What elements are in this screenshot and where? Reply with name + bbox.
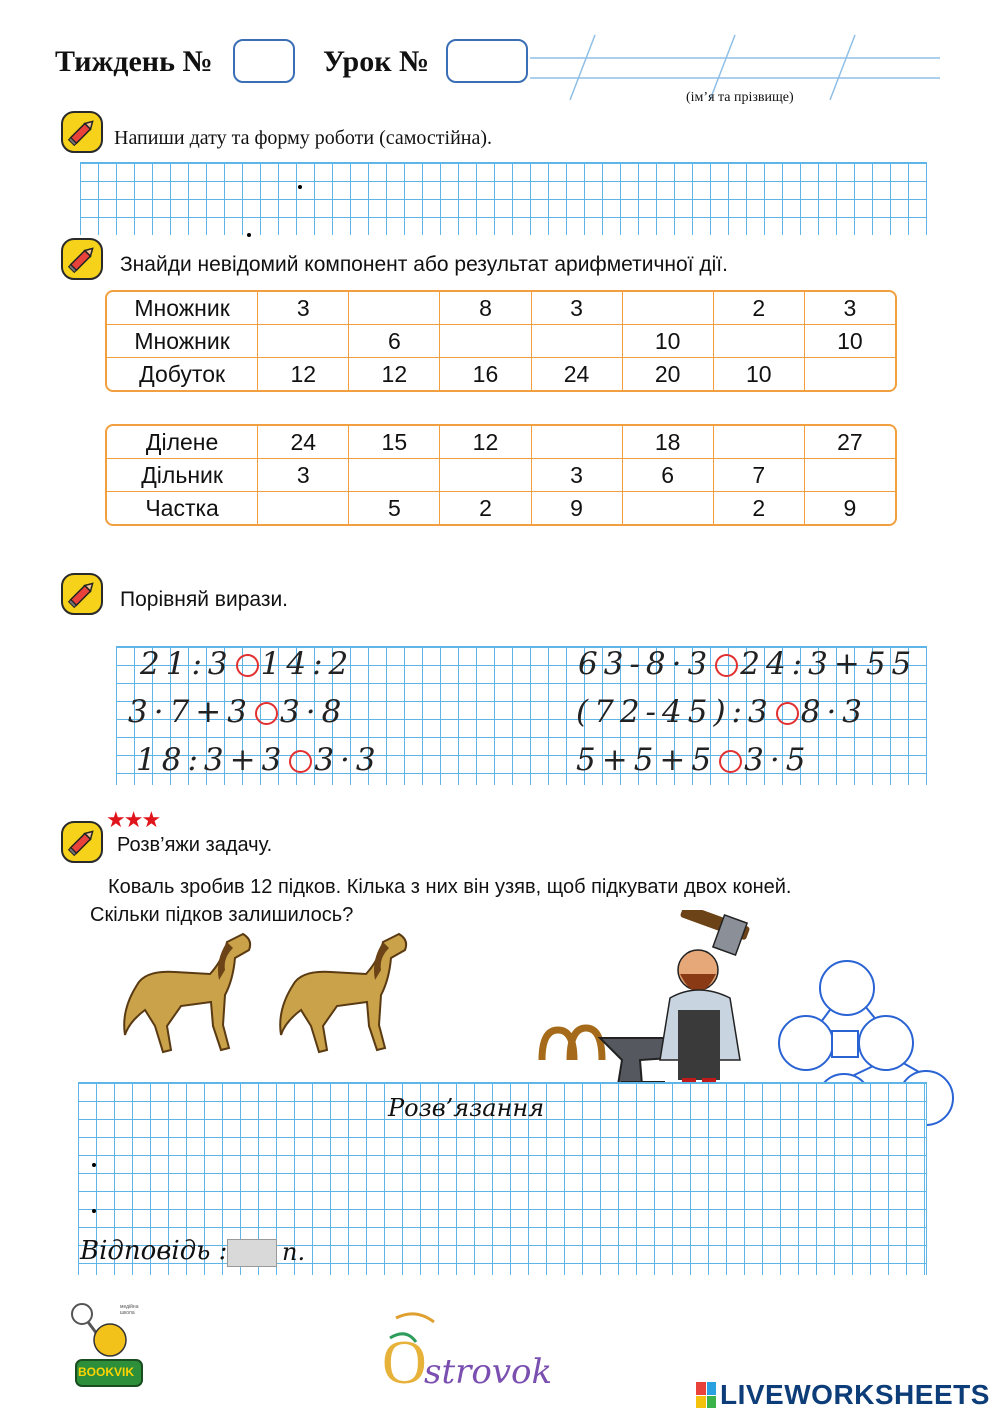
- table-cell[interactable]: [532, 325, 623, 358]
- liveworksheets-logo: [696, 1380, 990, 1410]
- pencil-icon: [60, 572, 104, 616]
- compare-left-3: [136, 742, 382, 778]
- table-row: [107, 292, 895, 325]
- compare-circle[interactable]: [776, 702, 799, 725]
- table-cell[interactable]: 12: [440, 426, 531, 459]
- row-label: Ділене: [107, 426, 258, 459]
- pencil-icon: [60, 820, 104, 864]
- table-cell[interactable]: 10: [714, 358, 805, 390]
- table-cell[interactable]: 20: [623, 358, 714, 390]
- table-cell[interactable]: [714, 325, 805, 358]
- table-cell[interactable]: [440, 325, 531, 358]
- compare-left-2: [128, 694, 347, 730]
- table-cell[interactable]: [258, 325, 349, 358]
- table-cell[interactable]: 6: [623, 459, 714, 492]
- table-row: [107, 459, 895, 492]
- table-cell[interactable]: 2: [714, 292, 805, 325]
- name-hint: (ім’я та прізвище): [686, 90, 794, 105]
- lesson-number-input[interactable]: [446, 39, 528, 83]
- task2-text: Знайди невідомий компонент або результат арифметичної дії.: [120, 253, 728, 276]
- table-cell[interactable]: [532, 426, 623, 459]
- table-cell[interactable]: 5: [349, 492, 440, 524]
- table-cell[interactable]: [805, 358, 895, 390]
- scheme-operation-box[interactable]: [831, 1030, 859, 1058]
- difficulty-stars: ★★★: [106, 807, 160, 832]
- division-table: [105, 424, 897, 526]
- expression: 8·3: [800, 694, 869, 730]
- scheme-circle[interactable]: [819, 960, 875, 1016]
- table-cell[interactable]: 15: [349, 426, 440, 459]
- compare-circle[interactable]: [236, 654, 259, 677]
- table-cell[interactable]: 16: [440, 358, 531, 390]
- liveworksheets-mark-icon: [696, 1382, 716, 1408]
- compare-circle[interactable]: [719, 750, 742, 773]
- liveworksheets-text: LIVEWORKSHEETS: [720, 1379, 990, 1410]
- table-row: [107, 325, 895, 358]
- table-cell[interactable]: 2: [440, 492, 531, 524]
- week-label: Тиждень №: [55, 45, 213, 78]
- scheme-circle[interactable]: [858, 1015, 914, 1071]
- row-label: Дільник: [107, 459, 258, 492]
- table-cell[interactable]: [349, 459, 440, 492]
- compare-circle[interactable]: [289, 750, 312, 773]
- solution-label: Розв’язання: [388, 1094, 545, 1122]
- answer-input[interactable]: [227, 1239, 277, 1267]
- row-label: Частка: [107, 492, 258, 524]
- expression: (72-45):3: [576, 694, 774, 730]
- answer-label: Відповідь :: [80, 1236, 228, 1266]
- horses-illustration: [115, 930, 415, 1070]
- table-cell[interactable]: 24: [532, 358, 623, 390]
- expression: 24:3+55: [740, 646, 918, 682]
- table-cell[interactable]: 18: [623, 426, 714, 459]
- table-cell[interactable]: 6: [349, 325, 440, 358]
- compare-circle[interactable]: [255, 702, 278, 725]
- horseshoe-icon: [542, 1028, 602, 1060]
- table-cell[interactable]: [258, 492, 349, 524]
- expression: 5+5+5: [576, 742, 718, 778]
- task3-text: Порівняй вирази.: [120, 588, 289, 611]
- task4-text: Розв’яжи задачу.: [117, 834, 273, 856]
- table-cell[interactable]: 3: [805, 292, 895, 325]
- table-cell[interactable]: 12: [258, 358, 349, 390]
- problem-line-1: Коваль зробив 12 підков. Кілька з них він узяв, щоб підкувати двох коней.: [108, 876, 792, 898]
- table-cell[interactable]: 10: [623, 325, 714, 358]
- row-label: Множник: [107, 292, 258, 325]
- table-cell[interactable]: 7: [714, 459, 805, 492]
- table-cell[interactable]: 3: [258, 459, 349, 492]
- table-cell[interactable]: 9: [532, 492, 623, 524]
- expression: 63-8·3: [578, 646, 714, 682]
- expression: 14:2: [260, 646, 355, 682]
- pencil-icon: [60, 110, 104, 154]
- week-number-input[interactable]: [233, 39, 295, 83]
- table-cell[interactable]: 10: [805, 325, 895, 358]
- compare-left-1: [140, 646, 354, 682]
- expression: 18:3+3: [136, 742, 288, 778]
- answer-unit: п.: [282, 1238, 306, 1266]
- bookvik-text: BOOKVIK: [78, 1365, 135, 1379]
- scheme-circle[interactable]: [778, 1015, 834, 1071]
- expression: 3·5: [744, 742, 812, 778]
- table-cell[interactable]: 8: [440, 292, 531, 325]
- pencil-icon: [60, 237, 104, 281]
- table-row: [107, 358, 895, 390]
- ostrovok-initial: O: [382, 1329, 427, 1397]
- table-row: [107, 492, 895, 524]
- table-cell[interactable]: 2: [714, 492, 805, 524]
- table-cell[interactable]: 27: [805, 426, 895, 459]
- expression: 3·3: [314, 742, 382, 778]
- compare-right-2: [576, 694, 868, 730]
- compare-right-1: [578, 646, 917, 682]
- table-cell[interactable]: [805, 459, 895, 492]
- table-row: [107, 426, 895, 459]
- table-cell[interactable]: 3: [532, 459, 623, 492]
- table-cell[interactable]: [714, 426, 805, 459]
- lesson-label: Урок №: [323, 45, 430, 78]
- table-cell[interactable]: 3: [532, 292, 623, 325]
- expression: 3·7+3: [128, 694, 253, 730]
- ostrovok-logo: [376, 1308, 606, 1398]
- task1-writing-grid[interactable]: [80, 162, 927, 235]
- horse-image: [124, 934, 406, 1052]
- ostrovok-text: strovok: [424, 1352, 553, 1392]
- row-label: Множник: [107, 325, 258, 358]
- expression: 3·8: [280, 694, 348, 730]
- row-label: Добуток: [107, 358, 258, 390]
- table-cell[interactable]: [349, 292, 440, 325]
- table-cell[interactable]: 9: [843, 494, 857, 521]
- compare-circle[interactable]: [715, 654, 738, 677]
- expression: 21:3: [140, 646, 234, 682]
- table-cell[interactable]: 12: [349, 358, 440, 390]
- problem-line-2: Скільки підков залишилось?: [90, 904, 354, 926]
- table-cell[interactable]: 3: [258, 292, 349, 325]
- table-cell[interactable]: [623, 292, 714, 325]
- multiplication-table: [105, 290, 897, 392]
- table-cell[interactable]: [623, 492, 714, 524]
- bookvik-small-text: медійна школа: [120, 1304, 139, 1316]
- compare-right-3: [576, 742, 811, 778]
- table-cell[interactable]: 24: [258, 426, 349, 459]
- task1-text: Напиши дату та форму роботи (самостійна).: [114, 127, 493, 149]
- bookvik-logo: [62, 1300, 154, 1392]
- table-cell[interactable]: [440, 459, 531, 492]
